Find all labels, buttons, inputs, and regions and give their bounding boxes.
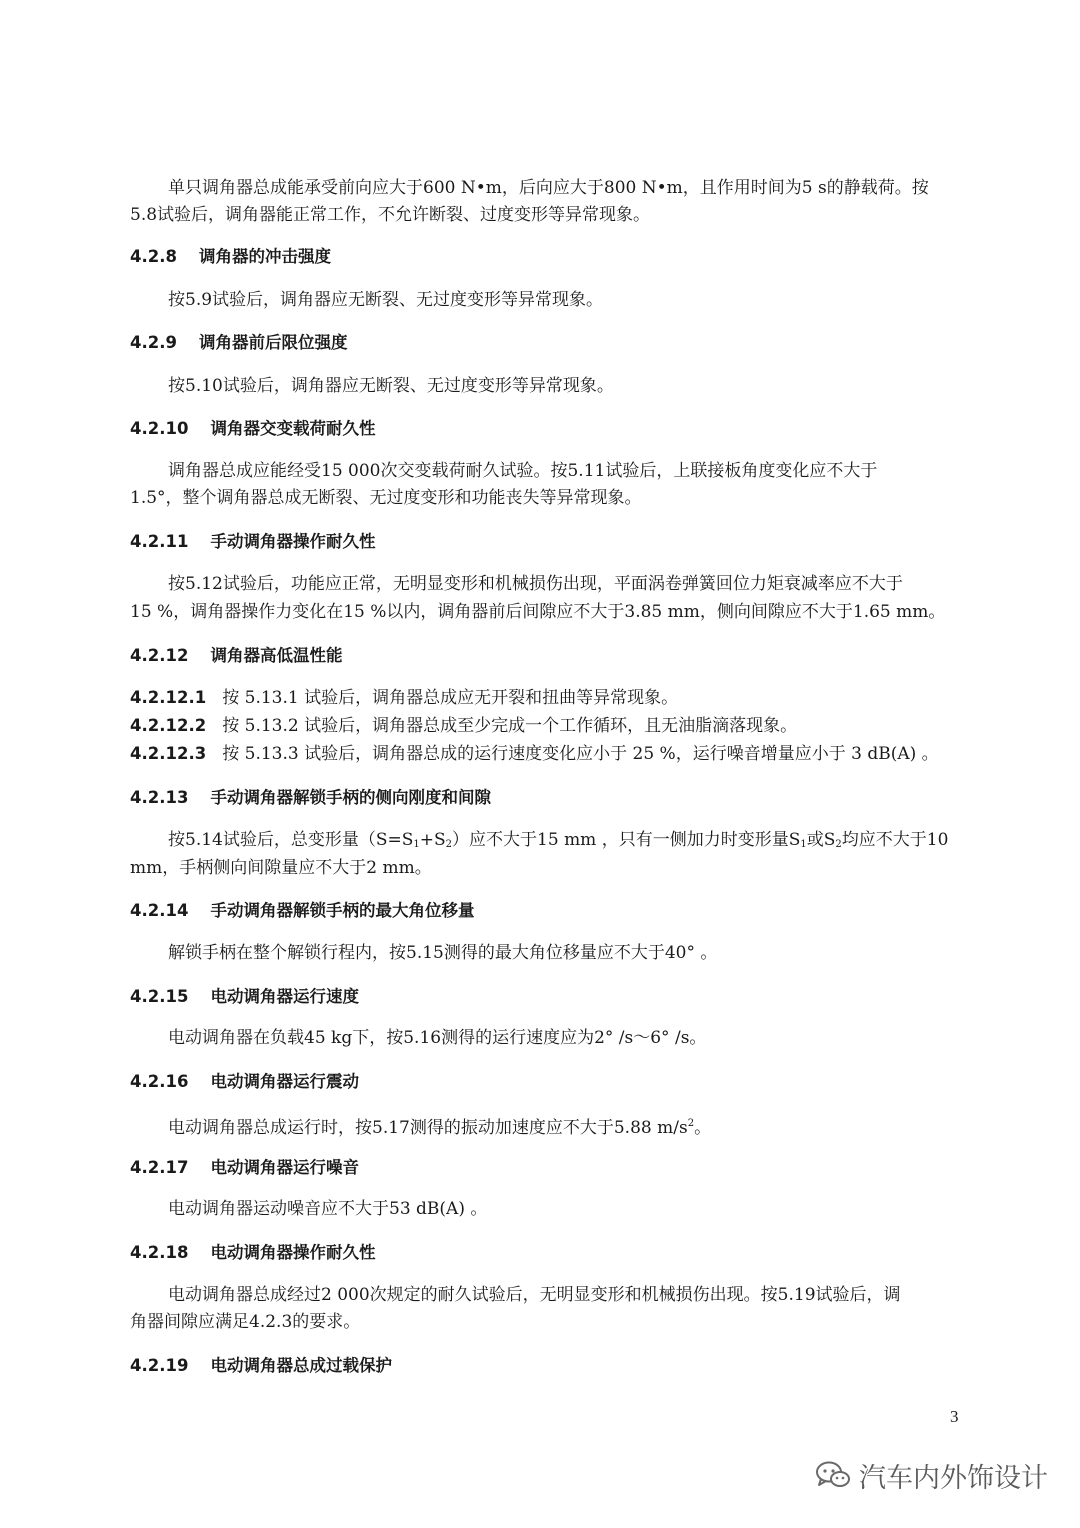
section-heading-4-2-11 xyxy=(130,530,375,554)
section-title: 手动调角器解锁手柄的侧向刚度和间隙 xyxy=(210,788,491,807)
subsection-text: 按 5.13.1 试验后，调角器总成应无开裂和扭曲等异常现象。 xyxy=(222,688,679,708)
subsection-number: 4.2.12.3 xyxy=(130,744,207,763)
paragraph-line xyxy=(168,828,948,857)
subsection-number: 4.2.12.2 xyxy=(130,716,207,735)
section-number: 4.2.16 xyxy=(130,1072,189,1091)
paragraph-line: 角器间隙应满足4.2.3的要求。 xyxy=(130,1312,361,1332)
paragraph-line: 5.8试验后，调角器能正常工作，不允许断裂、过度变形等异常现象。 xyxy=(130,205,651,225)
paragraph-line: 单只调角器总成能承受前向应大于600 N•m，后向应大于800 N•m，且作用时间为5 s的静载荷。按 xyxy=(168,178,929,198)
section-heading-4-2-10 xyxy=(130,417,375,441)
section-heading-4-2-9 xyxy=(130,331,347,355)
section-heading-4-2-18 xyxy=(130,1241,375,1265)
section-title: 电动调角器运行速度 xyxy=(210,987,359,1006)
section-number: 4.2.11 xyxy=(130,532,189,551)
paragraph-line: mm，手柄侧向间隙量应不大于2 mm。 xyxy=(130,858,432,878)
text-run: 按5.14试验后，总变形量（S=S xyxy=(168,830,414,850)
section-heading-4-2-15 xyxy=(130,985,359,1009)
paragraph-line: 按5.10试验后，调角器应无断裂、无过度变形等异常现象。 xyxy=(168,376,614,396)
section-title: 电动调角器运行震动 xyxy=(210,1072,359,1091)
subsection-text: 按 5.13.2 试验后，调角器总成至少完成一个工作循环，且无油脂滴落现象。 xyxy=(222,716,798,736)
text-run: ）应不大于15 mm ，只有一侧加力时变形量S xyxy=(452,830,801,850)
section-number: 4.2.18 xyxy=(130,1243,189,1262)
section-number: 4.2.17 xyxy=(130,1158,189,1177)
section-number: 4.2.13 xyxy=(130,788,189,807)
subsection-4-2-12-1 xyxy=(130,686,678,710)
paragraph-line: 15 %，调角器操作力变化在15 %以内，调角器前后间隙应不大于3.85 mm，侧向间隙应不大于1.65 mm。 xyxy=(130,602,946,622)
section-number: 4.2.9 xyxy=(130,333,177,352)
section-number: 4.2.8 xyxy=(130,247,177,266)
subscript: 2 xyxy=(445,839,453,850)
section-number: 4.2.14 xyxy=(130,901,189,920)
superscript: 2 xyxy=(687,1118,695,1129)
paragraph-line: 解锁手柄在整个解锁行程内，按5.15测得的最大角位移量应不大于40° 。 xyxy=(168,943,718,963)
section-title: 手动调角器解锁手柄的最大角位移量 xyxy=(210,901,475,920)
section-heading-4-2-17 xyxy=(130,1156,359,1180)
paragraph-line: 按5.12试验后，功能应正常，无明显变形和机械损伤出现，平面涡卷弹簧回位力矩衰减率应不大于 xyxy=(168,574,903,594)
section-number: 4.2.19 xyxy=(130,1356,189,1375)
subscript: 2 xyxy=(835,839,842,850)
section-title: 电动调角器总成过载保护 xyxy=(210,1356,392,1375)
section-title: 手动调角器操作耐久性 xyxy=(210,532,376,551)
section-title: 电动调角器运行噪音 xyxy=(210,1158,359,1177)
section-heading-4-2-14 xyxy=(130,899,474,923)
section-title: 调角器前后限位强度 xyxy=(198,333,348,352)
paragraph-line: 按5.9试验后，调角器应无断裂、无过度变形等异常现象。 xyxy=(168,290,604,310)
paragraph-line: 调角器总成应能经受15 000次交变载荷耐久试验。按5.11试验后，上联接板角度变化应不大于 xyxy=(168,461,878,481)
section-heading-4-2-13 xyxy=(130,786,491,810)
subsection-text: 按 5.13.3 试验后，调角器总成的运行速度变化应小于 25 %，运行噪音增量应小于 3 dB(A) 。 xyxy=(222,744,939,764)
section-heading-4-2-12 xyxy=(130,644,342,668)
page-number: 3 xyxy=(950,1407,959,1426)
section-title: 电动调角器操作耐久性 xyxy=(210,1243,376,1262)
section-number: 4.2.12 xyxy=(130,646,189,665)
section-heading-4-2-19 xyxy=(130,1354,392,1378)
section-title: 调角器的冲击强度 xyxy=(198,247,331,266)
subscript: 1 xyxy=(413,839,420,850)
paragraph-line: 电动调角器运动噪音应不大于53 dB(A) 。 xyxy=(168,1199,488,1219)
wechat-icon xyxy=(815,1460,851,1490)
watermark-text: 汽车内外饰设计 xyxy=(859,1462,1048,1494)
section-number: 4.2.15 xyxy=(130,987,189,1006)
subscript: 1 xyxy=(800,839,807,850)
subsection-4-2-12-2 xyxy=(130,714,797,738)
section-title: 调角器高低温性能 xyxy=(210,646,343,665)
watermark xyxy=(815,1455,1048,1495)
paragraph-line: 电动调角器总成经过2 000次规定的耐久试验后，无明显变形和机械损伤出现。按5.19试验后，调 xyxy=(168,1285,901,1305)
paragraph-line: 电动调角器在负载45 kg下，按5.16测得的运行速度应为2° /s～6° /s。 xyxy=(168,1028,707,1048)
text-run: 或S xyxy=(806,830,836,850)
text-run: 均应不大于10 xyxy=(841,830,949,850)
text-run: 电动调角器总成运行时，按5.17测得的振动加速度应不大于5.88 m/s xyxy=(168,1118,688,1138)
text-run: +S xyxy=(419,830,446,850)
paragraph-line: 1.5°，整个调角器总成无断裂、无过度变形和功能丧失等异常现象。 xyxy=(130,488,642,508)
paragraph-line xyxy=(168,1112,711,1140)
section-heading-4-2-8 xyxy=(130,245,331,269)
section-heading-4-2-16 xyxy=(130,1070,359,1094)
section-title: 调角器交变载荷耐久性 xyxy=(210,419,376,438)
section-number: 4.2.10 xyxy=(130,419,189,438)
text-run: 。 xyxy=(694,1118,712,1138)
subsection-number: 4.2.12.1 xyxy=(130,688,207,707)
subsection-4-2-12-3 xyxy=(130,742,939,766)
